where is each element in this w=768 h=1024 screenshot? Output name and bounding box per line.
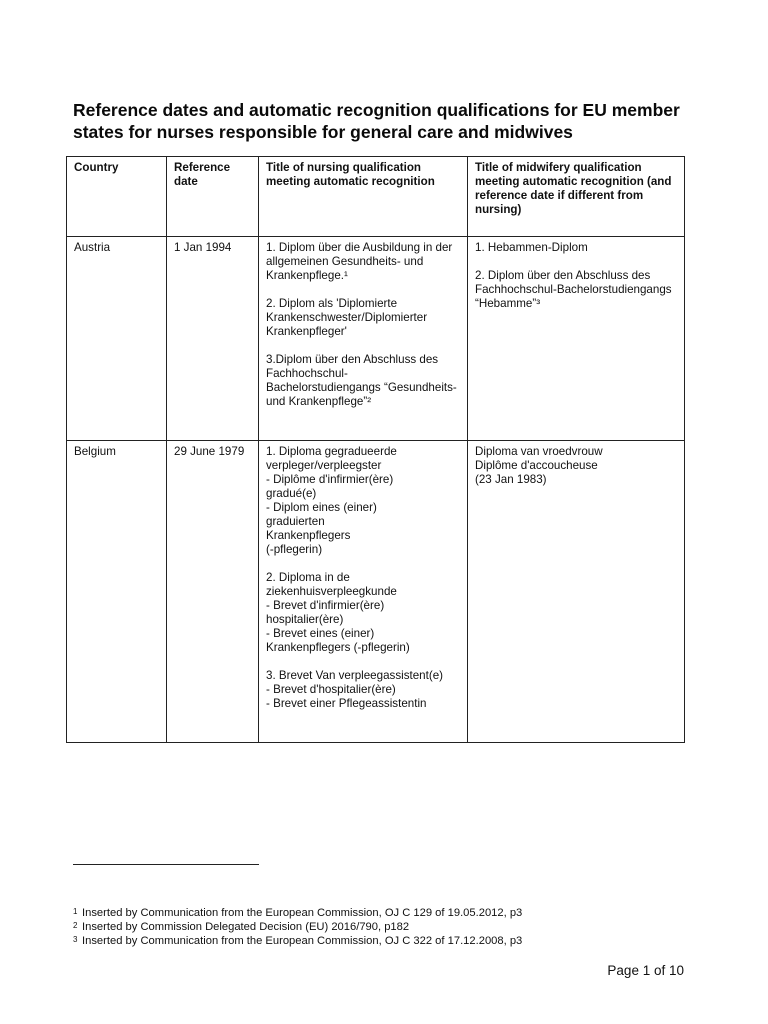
table-row <box>67 237 685 441</box>
reference-date-cell: 29 June 1979 <box>167 441 259 743</box>
nursing-qualification-cell <box>259 441 468 743</box>
header-midwifery-qualification: Title of midwifery qualification meeting automatic recognition (and reference date if different from nursing) <box>468 157 685 237</box>
header-nursing-qualification: Title of nursing qualification meeting automatic recognition <box>259 157 468 237</box>
recognition-table <box>66 156 685 743</box>
country-cell: Austria <box>67 237 167 441</box>
qualification-item: 3. Brevet Van verpleegassistent(e) - Brevet d'hospitalier(ère) - Brevet einer Pflegeassistentin <box>266 669 444 710</box>
qualification-item: 2. Diploma in de ziekenhuisverpleegkunde - Brevet d'infirmier(ère) hospitalier(ère) - Brevet eines (einer) Krankenpflegers (-pflegerin) <box>266 571 410 654</box>
header-reference-date: Reference date <box>167 157 259 237</box>
footnote-text: Inserted by Commission Delegated Decision (EU) 2016/790, p182 <box>82 921 410 933</box>
footnote <box>73 906 713 920</box>
qualification-item: 2. Diplom als 'Diplomierte Krankenschwester/Diplomierter Krankenpfleger' <box>266 297 428 338</box>
table-header-row <box>67 157 685 237</box>
qualification-item: 1. Hebammen-Diplom <box>475 241 588 254</box>
qualification-item: 1. Diplom über die Ausbildung in der allgemeinen Gesundheits- und Krankenpflege.¹ <box>266 241 453 282</box>
page-number: Page 1 of 10 <box>607 963 684 978</box>
nursing-qualification-cell <box>259 237 468 441</box>
midwifery-qualification-cell <box>468 441 685 743</box>
footnote <box>73 934 713 948</box>
footnote <box>73 920 713 934</box>
country-cell: Belgium <box>67 441 167 743</box>
footnote-text: Inserted by Communication from the European Commission, OJ C 322 of 17.12.2008, p3 <box>82 935 523 947</box>
table-row <box>67 441 685 743</box>
header-country: Country <box>67 157 167 237</box>
footnote-marker: 2 <box>73 921 78 930</box>
midwifery-qualification-cell <box>468 237 685 441</box>
qualification-item: 3.Diplom über den Abschluss des Fachhochschul-Bachelorstudiengangs “Gesundheits- und Krankenpflege”² <box>266 353 457 408</box>
qualification-item: Diploma van vroedvrouw Diplôme d'accoucheuse (23 Jan 1983) <box>475 445 603 486</box>
footnote-text: Inserted by Communication from the European Commission, OJ C 129 of 19.05.2012, p3 <box>82 907 523 919</box>
footnote-separator <box>73 864 259 865</box>
footnotes <box>73 906 713 948</box>
reference-date-cell: 1 Jan 1994 <box>167 237 259 441</box>
qualification-item: 2. Diplom über den Abschluss des Fachhochschul-Bachelorstudiengangs “Hebamme”³ <box>475 269 672 310</box>
footnote-marker: 1 <box>73 907 78 916</box>
document-title: Reference dates and automatic recognition qualifications for EU member states for nurses responsible for general care and midwives <box>73 100 680 142</box>
qualification-item: 1. Diploma gegradueerde verpleger/verpleegster - Diplôme d'infirmier(ère) gradué(e) - Diplom eines (einer) graduierten Krankenpflegers (-pflegerin) <box>266 445 397 556</box>
footnote-marker: 3 <box>73 935 78 944</box>
